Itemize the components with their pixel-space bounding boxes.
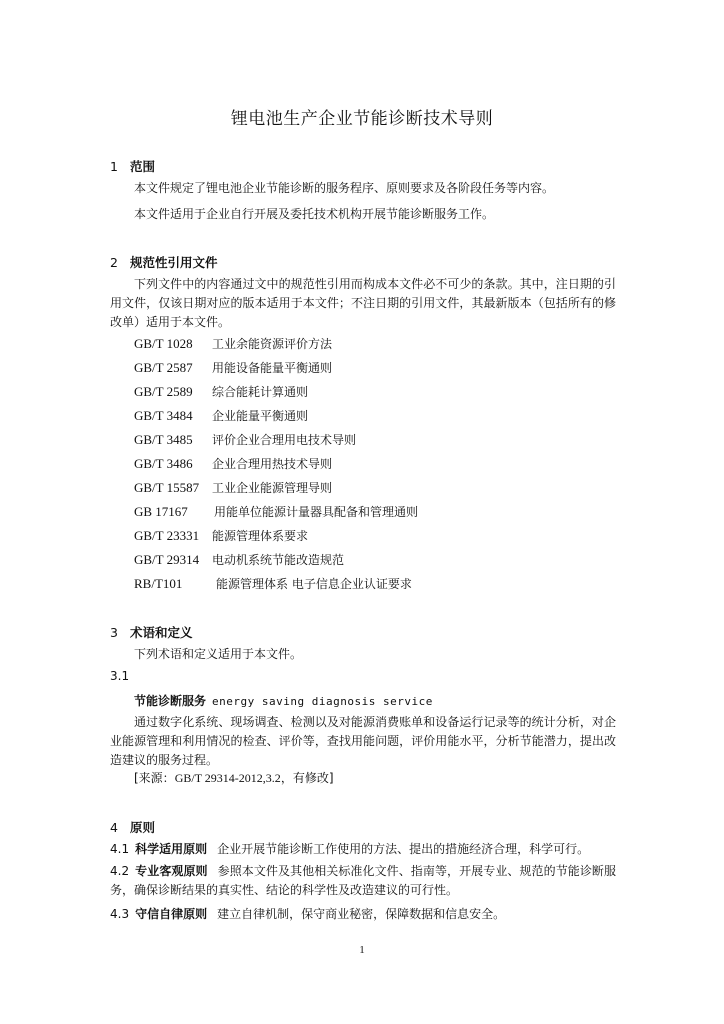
reference-item [134, 551, 344, 568]
reference-title: 工业企业能源管理导则 [212, 481, 333, 495]
source-reference: GB/T 29314-2012,3.2 [174, 771, 281, 785]
section-3-heading [110, 623, 193, 641]
reference-item [134, 527, 308, 544]
principle-item [110, 862, 616, 900]
section-number: 3 [110, 625, 118, 640]
reference-code: GB/T 3484 [134, 408, 193, 423]
document-title: 锂电池生产企业节能诊断技术导则 [230, 109, 494, 129]
source-prefix: [来源： [134, 771, 175, 785]
reference-item [134, 407, 308, 424]
principle-number: 4.3 [110, 907, 130, 921]
section-4-heading [110, 818, 155, 836]
reference-code: GB/T 3485 [134, 432, 193, 447]
section-title: 范围 [130, 159, 156, 174]
section-1-paragraph-2: 本文件适用于企业自行开展及委托技术机构开展节能诊断服务工作。 [134, 207, 495, 221]
principle-item [110, 905, 616, 924]
reference-title: 电动机系统节能改造规范 [212, 553, 345, 567]
reference-code: GB/T 2589 [134, 384, 193, 399]
principle-text: 企业开展节能诊断工作使用的方法、提出的措施经济合理，科学可行。 [217, 842, 590, 856]
principle-number: 4.2 [110, 864, 130, 878]
section-3-paragraph: 下列术语和定义适用于本文件。 [134, 647, 303, 661]
source-suffix: ，有修改] [280, 771, 334, 785]
subsection-number: 3.1 [110, 669, 130, 683]
reference-item [134, 503, 418, 520]
reference-code: GB/T 29314 [134, 552, 200, 567]
principle-text: 参照本文件及其他相关标准化文件、指南等，开展专业、规范的节能诊断服务，确保诊断结果的真实性、结论的科学性及改造建议的可行性。 [110, 864, 616, 897]
reference-title: 工业余能资源评价方法 [212, 337, 333, 351]
reference-item [134, 455, 332, 472]
principle-text: 建立自律机制，保守商业秘密，保障数据和信息安全。 [217, 907, 506, 921]
term-entry [134, 692, 433, 709]
section-2-heading [110, 253, 218, 271]
reference-item [134, 575, 412, 592]
term-definition: 通过数字化系统、现场调查、检测以及对能源消费账单和设备运行记录等的统计分析，对企业能源管理和利用情况的检查、评价等，查找用能问题，评价用能水平，分析节能潜力，提出改造建议的服务过程。 [110, 715, 616, 767]
reference-item [134, 383, 308, 400]
section-title: 术语和定义 [130, 625, 193, 640]
section-number: 4 [110, 820, 118, 835]
section-number: 1 [110, 159, 118, 174]
reference-title: 综合能耗计算通则 [212, 385, 309, 399]
reference-title: 用能设备能量平衡通则 [212, 361, 333, 375]
term-source [134, 769, 334, 786]
principle-number: 4.1 [110, 842, 130, 856]
reference-title: 用能单位能源计量器具配备和管理通则 [214, 505, 419, 519]
reference-item [134, 479, 332, 496]
section-1-heading [110, 157, 155, 175]
section-title: 原则 [130, 820, 156, 835]
principle-label: 守信自律原则 [135, 907, 208, 921]
reference-code: GB/T 3486 [134, 456, 193, 471]
reference-title: 能源管理体系 电子信息企业认证要求 [216, 577, 412, 591]
reference-item [134, 335, 332, 352]
section-2-paragraph: 下列文件中的内容通过文中的规范性引用而构成本文件必不可少的条款。其中，注日期的引用文件，仅该日期对应的版本适用于本文件；不注日期的引用文件，其最新版本（包括所有的修改单）适用于本文件。 [110, 277, 616, 329]
reference-title: 评价企业合理用电技术导则 [212, 433, 357, 447]
reference-title: 企业能量平衡通则 [212, 409, 309, 423]
term-english: energy saving diagnosis service [212, 695, 433, 708]
reference-code: RB/T101 [134, 576, 183, 591]
section-1-paragraph-1: 本文件规定了锂电池企业节能诊断的服务程序、原则要求及各阶段任务等内容。 [134, 181, 555, 195]
reference-item [134, 359, 332, 376]
reference-title: 能源管理体系要求 [212, 529, 309, 543]
principle-label: 专业客观原则 [135, 864, 208, 878]
reference-code: GB/T 2587 [134, 360, 193, 375]
section-title: 规范性引用文件 [130, 255, 218, 270]
principle-item [110, 840, 616, 859]
reference-title: 企业合理用热技术导则 [212, 457, 333, 471]
page-number: 1 [359, 944, 365, 956]
principle-label: 科学适用原则 [135, 842, 208, 856]
reference-code: GB/T 1028 [134, 336, 193, 351]
reference-code: GB/T 23331 [134, 528, 200, 543]
term-chinese: 节能诊断服务 [134, 694, 207, 708]
reference-item [134, 431, 356, 448]
reference-code: GB 17167 [134, 504, 188, 519]
section-number: 2 [110, 255, 118, 270]
reference-code: GB/T 15587 [134, 480, 200, 495]
